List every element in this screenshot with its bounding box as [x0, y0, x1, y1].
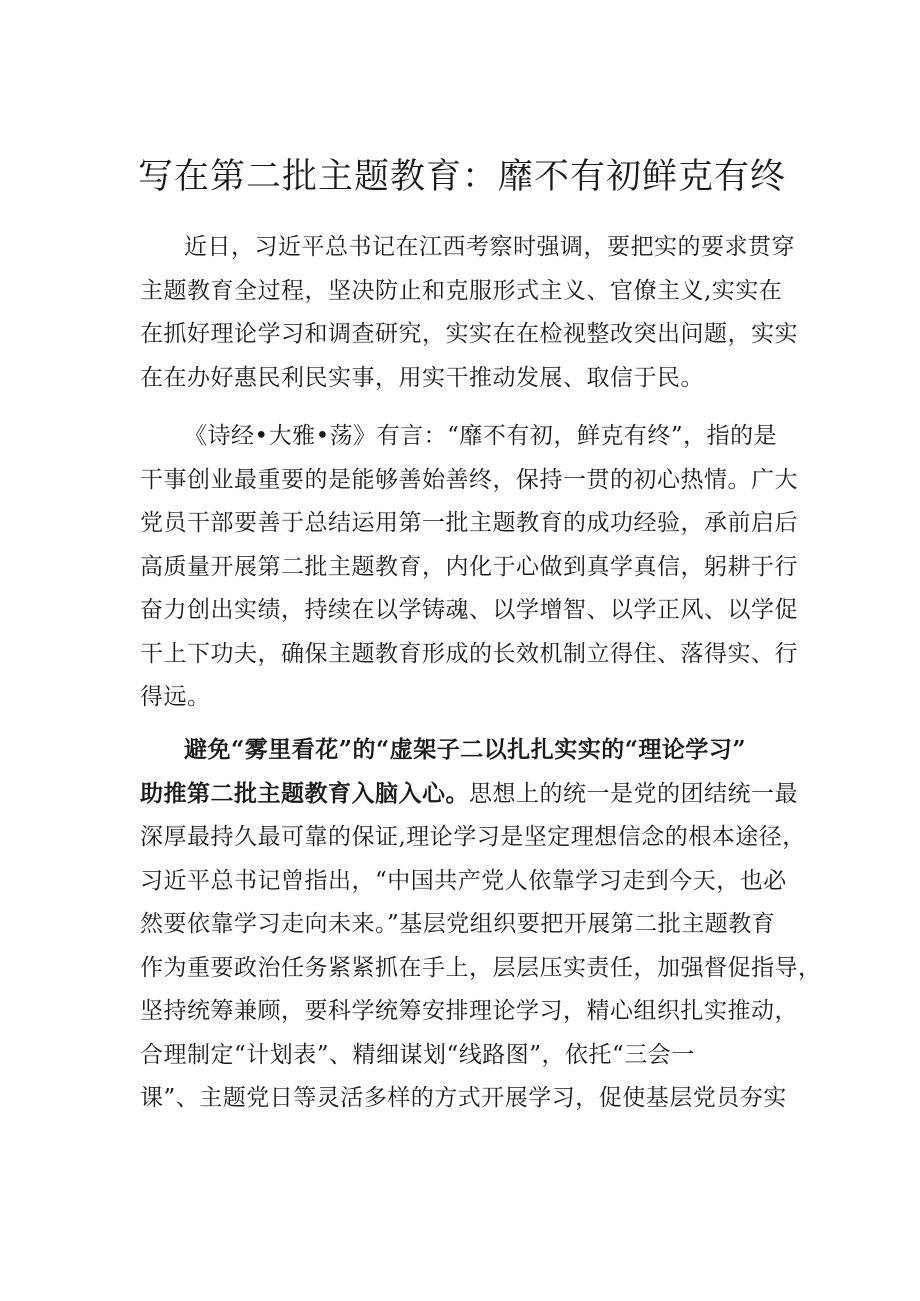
paragraph-line: 作为重要政治任务紧紧抓在手上，层层压实责任，加强督促指导，	[140, 954, 822, 981]
paragraph-text: 思想上的统一是党的团结统一最	[469, 780, 798, 807]
paragraph-line: 课”、主题党日等灵活多样的方式开展学习，促使基层党员夯实	[140, 1085, 787, 1111]
paragraph-line: 习近平总书记曾指出，“中国共产党人依靠学习走到今天，也必	[140, 867, 787, 894]
paragraph-line: 合理制定“计划表”、精细谋划“线路图”，依托“三会一	[140, 1041, 695, 1068]
paragraph-line: 得远。	[140, 684, 211, 710]
paragraph-line: 干事创业最重要的是能够善始善终，保持一贯的初心热情。广大	[140, 466, 798, 493]
section-heading: 避免“雾里看花”的“虚架子二以扎扎实实的“理论学习”	[184, 736, 747, 763]
paragraph-line: 党员干部要善于总结运用第一批主题教育的成功经验，承前启后	[140, 510, 798, 536]
paragraph-line: 在在办好惠民利民实事，用实干推动发展、取信于民。	[140, 364, 704, 391]
document-title: 写在第二批主题教育：靡不有初鲜克有终	[138, 157, 787, 197]
section-heading-continued: 助推第二批主题教育入脑入心。	[140, 779, 469, 807]
paragraph-line: 近日，习近平总书记在江西考察时强调，要把实的要求贯穿	[184, 234, 795, 260]
paragraph-line: 干上下功夫，确保主题教育形成的长效机制立得住、落得实、行	[140, 640, 798, 667]
paragraph-3	[140, 728, 822, 1121]
paragraph-line	[140, 772, 798, 817]
paragraph-line: 然要依靠学习走向未来。”基层党组织要把开展第二批主题教育	[140, 911, 776, 937]
paragraph-1	[140, 226, 798, 400]
paragraph-line: 坚持统筹兼顾，要科学统筹安排理论学习，精心组织扎实推动，	[140, 998, 798, 1024]
paragraph-line: 深厚最持久最可靠的保证,理论学习是坚定理想信念的根本途径，	[140, 824, 806, 850]
paragraph-line: 在抓好理论学习和调查研究，实实在在检视整改突出问题，实实	[140, 321, 798, 347]
paragraph-line: 奋力创出实绩，持续在以学铸魂、以学增智、以学正风、以学促	[140, 597, 798, 623]
paragraph-line: 《诗经•大雅•荡》有言：“靡不有初，鲜克有终”，指的是	[184, 423, 778, 449]
paragraph-line: 主题教育全过程，坚决防止和克服形式主义、官僚主义,实实在	[140, 277, 783, 304]
paragraph-line: 高质量开展第二批主题教育，内化于心做到真学真信，躬耕于行	[140, 553, 798, 580]
paragraph-2	[140, 415, 798, 720]
